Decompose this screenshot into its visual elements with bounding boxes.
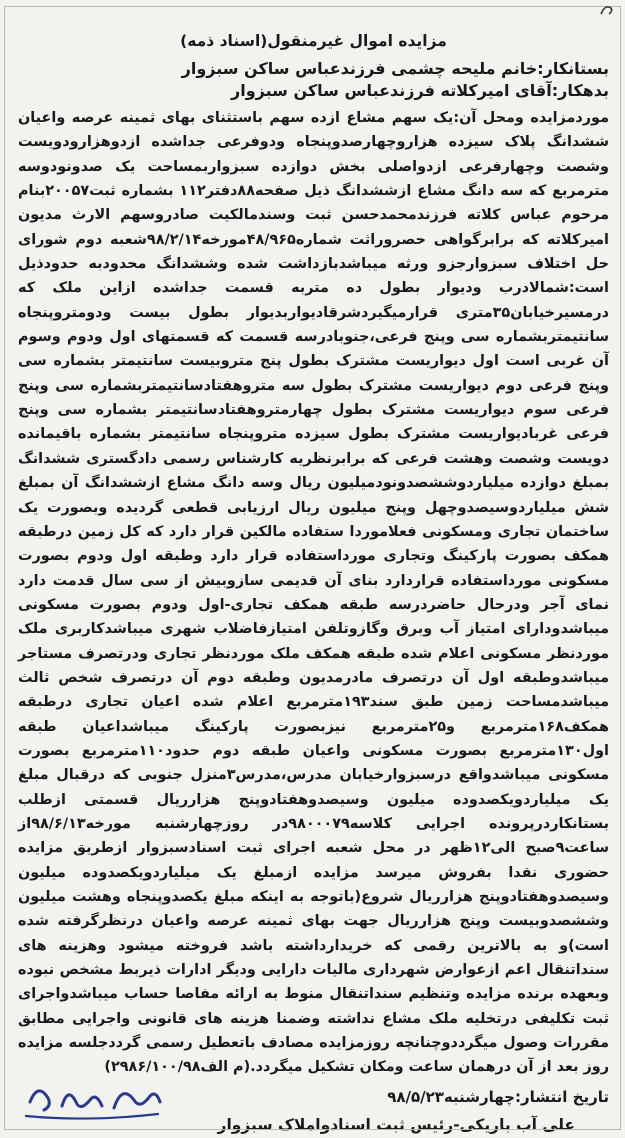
notice-title: مزایده اموال غیرمنقول(اسناد ذمه) <box>180 32 447 50</box>
corner-mark-icon <box>599 2 615 18</box>
signer-line: علی آب باریکی-رئیس ثبت اسنادواملاک سبزوار <box>217 1115 575 1134</box>
notice-body: موردمزایده ومحل آن:یک سهم مشاع ازده سهم باستثنای بهای ثمینه عرصه واعیان ششدانگ پلاک سیزده هزاروچهارصدوپنجاه ودوفرعی جداشده ازدوهزارودویست وشصت وچهارفرعی ازدواصلی بخش دوازده سبزواربمساحت یک صدونودوسه مترمربع که سه دانگ مشاع ازششدانگ ذیل صفحه۸۸دفتر۱۱۲ بشماره ثبت۲۰۰۵۷بنام مرحوم عباس کلاته فرزندمحمدحسن ثبت وسندمالکیت صادروسهم الارث مدیون امیرکلاته که برابرگواهی حصروراثت شماره۴۸/۹۶۵مورخه۹۸/۲/۱۴شعبه دوم شورای حل اختلاف سبزوارجزو ورثه میباشدبازداشت شده وششدانگ محدودبه حدودذیل است:شمالادرب وديوار بطول ده متربه قسمت جداشده ازاین ملک که درمسیرخیابان۳۵متری قرارمیگیردشرقادیواربدیوار بطول بیست ودومتروپنجاه سانتیمتربشماره سی وپنج فرعی،جنوبادرسه قسمت که قسمتهای اول ودوم وسوم آن غربی است اول دیواریست مشترک بطول پنج متروبیست سانتیمتر بشماره سی وپنج فرعی دوم دیواریست مشترک بطول سه متروهفتادسانتیمتربشماره سی وپنج فرعی سوم دیواریست مشترک بطول چهارمتروهفتادسانتیمتر بشماره سی وپنج فرعی غربادیواریست مشترک بطول سیزده متروپنجاه سانتیمتر بشماره باقیمانده دویست وشصت وهشت فرعی که برابرنظریه کارشناس رسمی دادگستری ششدانگ بمبلغ دوازده میلیاردوششصدونودمیلیون ریال وسه دانگ مشاع ازششدانگ آن بمبلغ شش میلیاردوسیصدوچهل وپنج میلیون ریال ارزیابی قطعی گردیده وبصورت یک ساختمان تجاری ومسکونی فعلاموردا ستفاده مالکین قرار دارد که کل زمین درطبقه همکف بصورت پارکینگ وتجاری مورداستفاده قرار دارد وطبقه اول ودوم بصورت مسکونی مورداستفاده قراردارد بنای آن قدیمی سازوبیش از سی سال قدمت دارد نمای آجر ودرحال حاضردرسه طبقه همکف تجاری-اول ودوم بصورت مسکونی میباشدودارای امتیاز آب وبرق وگازوتلفن امتیازفاضلاب شهری میباشدکاربری ملک موردنظر مسکونی اعلام شده طبقه همکف ملک موردنظر تجاری ودرتصرف مستاجر میباشدوطبقه اول آن درتصرف مادرمدیون وطبقه دوم آن درتصرف شخص ثالث میباشدمساحت زمین طبق سند۱۹۳مترمربع اعلام شده اعیان تجاری درطبقه همکف۱۶۸مترمربع و۲۵مترمربع نیزبصورت پارکینگ میباشداعیان طبقه اول۱۳۰مترمربع بصورت مسکونی واعیان طبقه دوم حدود۱۱۰مترمربع بصورت مسکونی میباشدواقع درسبزوارخیابان مدرس،مدرس۳منزل جنوبی که درقبال مبلغ یک میلیاردویکصدوده میلیون وسیصدوهفتادوپنج هزارریال قسمتی ازطلب بستانکاردرپرونده اجرایی کلاسه۹۸۰۰۰۷۹در روزچهارشنبه مورخه۹۸/۶/۱۳از ساعت۹صبح الی۱۲ظهر در محل شعبه اجرای ثبت اسنادسبزوار ازطریق مزایده حضوری نقدا بفروش میرسد مزایده ازمبلغ یک میلیاردویکصدوده میلیون وسیصدوهفتادوپنج هزارریال شروع(باتوجه به اینکه مبلغ یکصدوپنجاه وهشت میلیون وششصدوبیست وپنج هزارریال جهت بهای ثمینه عرصه واعیان درنظرگرفته شده است)و به بالاترین رقمی که خریدارداشته باشد فروخته میشود وهزینه های سنداتنقال اعم ازعوارض شهرداری مالیات دارایی ودیگر ادارات ذیربط مشخص نبوده وبعهده برنده مزایده وتنظیم سنداتنقال منوط به ارائه مفاصا حساب میباشدواجرای ثبت تکلیفی درتخلیه ملک مشاع نداشته وضمنا هزینه های قانونی واجرایی مطابق مقررات وصول میگرددوچنانچه روزمزایده مصادف باتعطیل رسمی گرددجلسه مزایده روز بعد از آن درهمان ساعت ومکان تشکیل میگردد.(م الف۲۹۸۶/۱۰۰/۹۸) <box>18 110 609 1076</box>
handwritten-mark-icon <box>18 1072 168 1124</box>
creditor-line: بستانکار:خانم ملیحه چشمی فرزندعباس ساکن سبزوار <box>181 59 609 78</box>
notice-border <box>4 6 621 1130</box>
publish-date: تاریخ انتشار:چهارشنبه۹۸/۵/۲۳ <box>387 1087 609 1106</box>
debtor-line: بدهکار:آقای امیرکلاته فرزندعباس ساکن سبزوار <box>231 81 609 100</box>
